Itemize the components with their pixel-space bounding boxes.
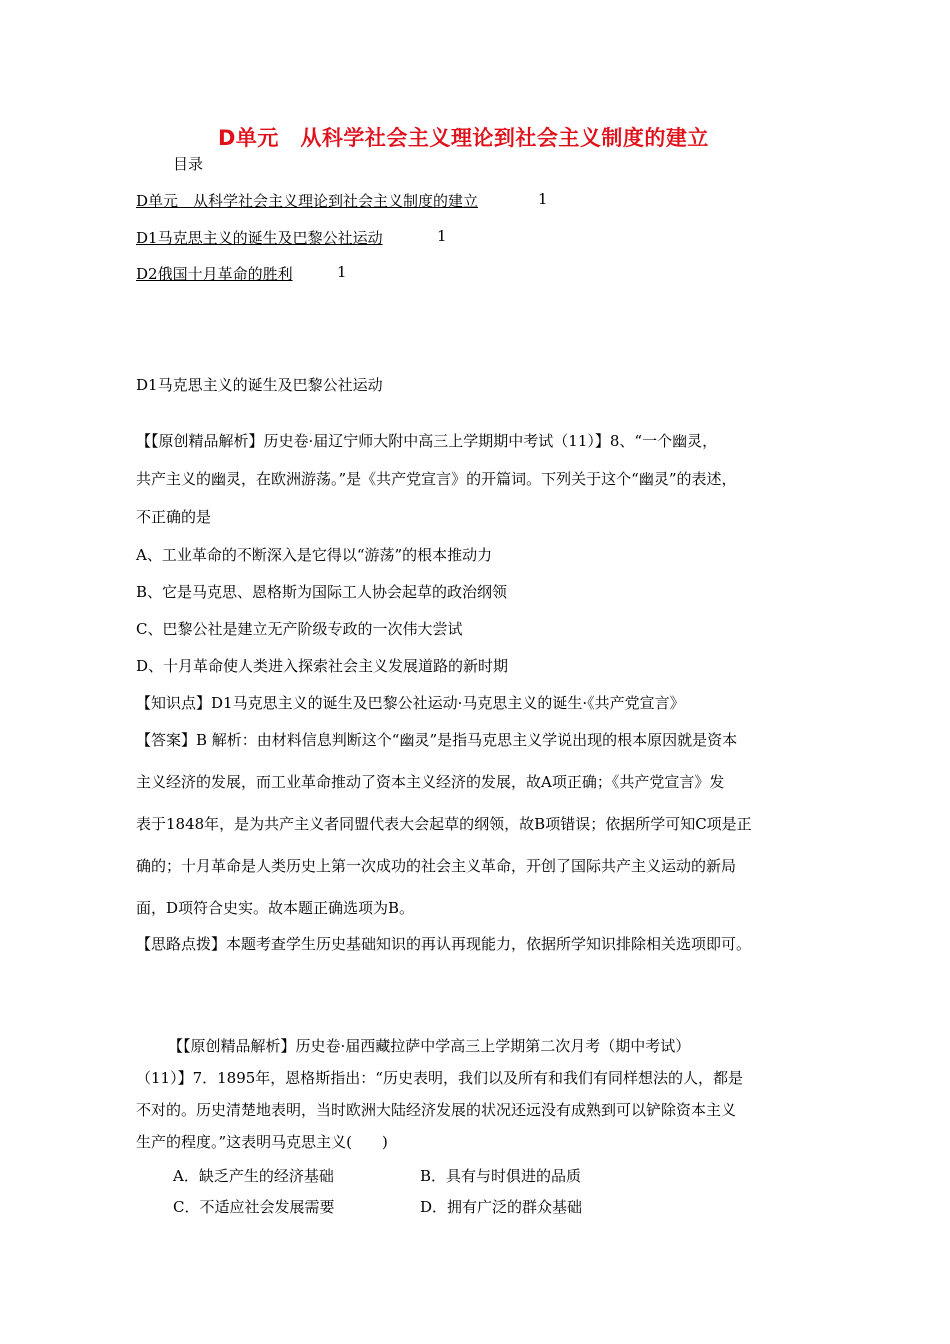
section-heading: D1马克思主义的诞生及巴黎公社运动 [136,376,383,394]
toc-link[interactable]: D2俄国十月革命的胜利 [136,265,293,283]
knowledge-point: 【知识点】D1马克思主义的诞生及巴黎公社运动·马克思主义的诞生·《共产党宣言》 [136,694,685,712]
option-c: C、巴黎公社是建立无产阶级专政的一次伟大尝试 [136,620,463,638]
option-a: A、工业革命的不断深入是它得以“游荡”的根本推动力 [136,546,493,564]
question-2 [136,1035,743,1163]
option-c: C．不适应社会发展需要 [173,1198,335,1216]
question-stem-line: 共产主义的幽灵，在欧洲游荡。”是《共产党宣言》的开篇词。下列关于这个“幽灵”的表述， [136,470,737,488]
toc-page-number: 1 [437,227,447,245]
toc-link[interactable]: D1马克思主义的诞生及巴黎公社运动 [136,229,383,247]
question-stem-line: （11）】7．1895年，恩格斯指出：“历史表明，我们以及所有和我们有同样想法的人，都是 [136,1069,743,1087]
option-d: D．拥有广泛的群众基础 [420,1198,583,1216]
option-a: A．缺乏产生的经济基础 [173,1167,334,1185]
toc-heading: 目录 [173,155,204,173]
answer-line: 主义经济的发展，而工业革命推动了资本主义经济的发展，故A项正确；《共产党宣言》发 [136,773,725,791]
answer-line: 【答案】B 解析：由材料信息判断这个“幽灵”是指马克思主义学说出现的根本原因就是资本 [136,731,738,749]
toc-entry[interactable] [136,227,383,248]
thinking-tip: 【思路点拨】本题考查学生历史基础知识的再认再现能力，依据所学知识排除相关选项即可。 [136,935,752,953]
answer-line: 表于1848年，是为共产主义者同盟代表大会起草的纲领，故B项错误；依据所学可知C项是正 [136,815,752,833]
question-stem-line: 不正确的是 [136,508,212,526]
option-d: D、十月革命使人类进入探索社会主义发展道路的新时期 [136,657,509,675]
document-title: D单元 从科学社会主义理论到社会主义制度的建立 [218,126,709,150]
question-stem-line: 【【原创精品解析】历史卷·届辽宁师大附中高三上学期期中考试（11）】8、“一个幽灵， [136,432,718,450]
answer-line: 确的；十月革命是人类历史上第一次成功的社会主义革命，开创了国际共产主义运动的新局 [136,857,737,875]
answer-line: 面，D项符合史实。故本题正确选项为B。 [136,899,415,917]
toc-page-number: 1 [337,263,347,281]
option-b: B、它是马克思、恩格斯为国际工人协会起草的政治纲领 [136,583,508,601]
question-stem-line: 生产的程度。”这表明马克思主义( ) [136,1133,388,1151]
toc-page-number: 1 [538,190,548,208]
question-1 [136,430,752,970]
option-b: B．具有与时俱进的品质 [420,1167,582,1185]
question-stem-line: 不对的。历史清楚地表明，当时欧洲大陆经济发展的状况还远没有成熟到可以铲除资本主义 [136,1101,737,1119]
toc-entry[interactable] [136,263,293,284]
toc-entry[interactable] [136,190,478,211]
question-stem-line: 【【原创精品解析】历史卷·届西藏拉萨中学高三上学期第二次月考（期中考试） [168,1037,691,1055]
toc-link[interactable]: D单元 从科学社会主义理论到社会主义制度的建立 [136,192,479,210]
